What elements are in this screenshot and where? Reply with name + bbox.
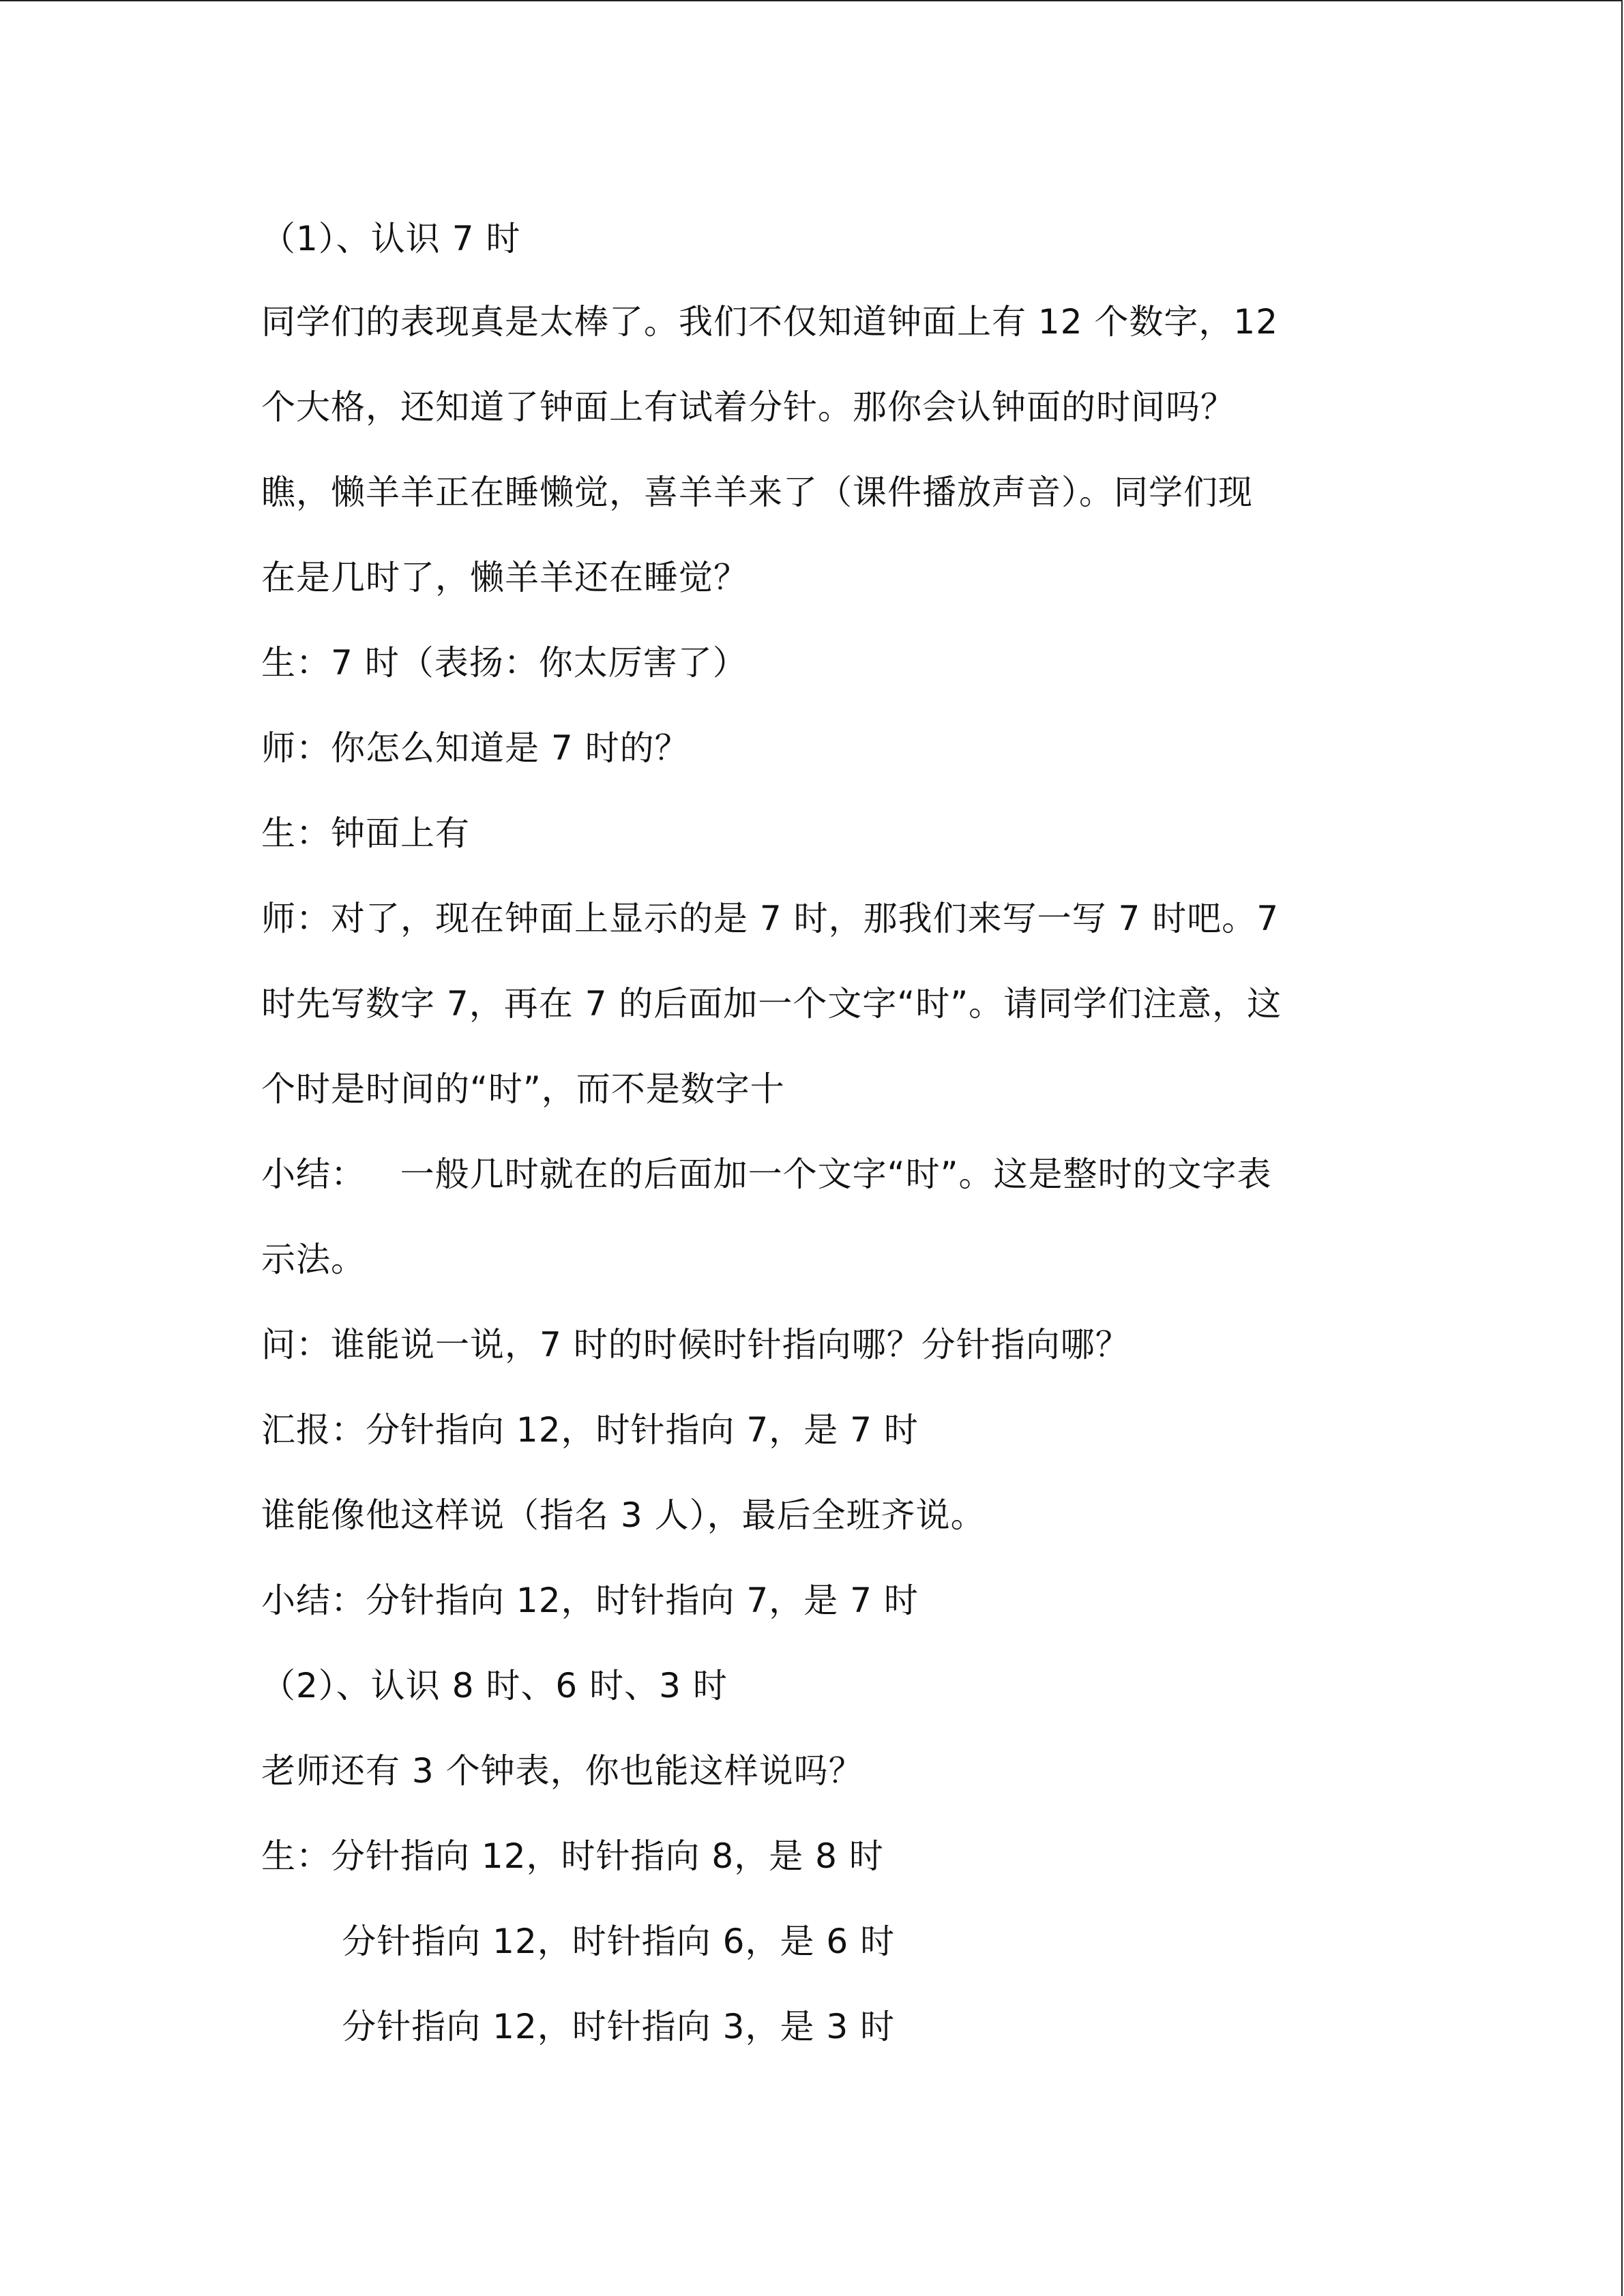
- dialogue-line: 师：你怎么知道是 7 时的？: [261, 728, 690, 768]
- dialogue-line: 生：分针指向 12，时针指向 8，是 8 时: [261, 1836, 884, 1876]
- dialogue-line: 分针指向 12，时针指向 6，是 6 时: [261, 1922, 896, 1961]
- dialogue-line: 分针指向 12，时针指向 3，是 3 时: [261, 2007, 896, 2046]
- paragraph-line: 老师还有 3 个钟表，你也能这样说吗？: [261, 1751, 863, 1791]
- paragraph-line: 个大格，还知道了钟面上有试着分针。那你会认钟面的时间吗？: [261, 387, 1235, 427]
- dialogue-line: 生：钟面上有: [261, 814, 470, 853]
- summary-line: 小结：分针指向 12，时针指向 7，是 7 时: [261, 1581, 919, 1620]
- question-line: 问：谁能说一说，7 时的时候时针指向哪？分针指向哪？: [261, 1325, 1130, 1365]
- report-line: 汇报：分针指向 12，时针指向 7，是 7 时: [261, 1410, 919, 1450]
- paragraph-line: 同学们的表现真是太棒了。我们不仅知道钟面上有 12 个数字，12: [261, 302, 1279, 342]
- paragraph-line: 在是几时了，懒羊羊还在睡觉？: [261, 558, 748, 597]
- dialogue-line: 师：对了，现在钟面上显示的是 7 时，那我们来写一写 7 时吧。7: [261, 899, 1280, 938]
- summary-line: 小结： 一般几时就在的后面加一个文字“时”。这是整时的文字表: [261, 1154, 1272, 1194]
- paragraph-line: 谁能像他这样说（指名 3 人），最后全班齐说。: [261, 1495, 986, 1535]
- section-heading-1: （1）、认识 7 时: [261, 219, 521, 258]
- paragraph-line: 示法。: [261, 1240, 366, 1279]
- paragraph-line: 时先写数字 7，再在 7 的后面加一个文字“时”。请同学们注意，这: [261, 984, 1282, 1024]
- paragraph-line: 瞧，懒羊羊正在睡懒觉，喜羊羊来了（课件播放声音）。同学们现: [261, 473, 1253, 512]
- section-heading-2: （2）、认识 8 时、6 时、3 时: [261, 1666, 728, 1705]
- paragraph-line: 个时是时间的“时”，而不是数字十: [261, 1069, 785, 1109]
- document-body: [261, 198, 1380, 2070]
- dialogue-line: 生：7 时（表扬：你太厉害了）: [261, 643, 748, 683]
